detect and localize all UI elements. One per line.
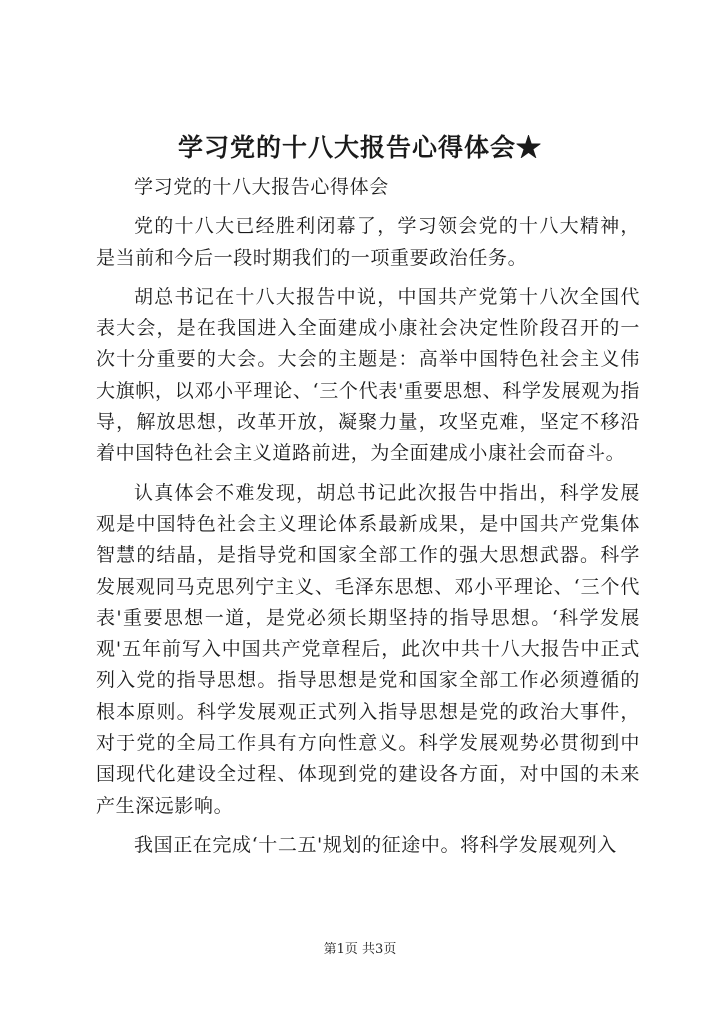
page-number-footer: 第1页 共3页 — [323, 942, 397, 957]
document-body — [96, 172, 640, 869]
paragraph-subtitle: 学习党的十八大报告心得体会 — [134, 176, 389, 198]
document-title: 学习党的十八大报告心得体会★ — [177, 133, 542, 162]
paragraph: 我国正在完成‘十二五'规划的征途中。将科学发展观列入 — [134, 833, 617, 856]
paragraph: 胡总书记在十八大报告中说，中国共产党第十八次全国代表大会，是在我国进入全面建成小康社会决定性阶段召开的一次十分重要的大会。大会的主题是：高举中国特色社会主义伟大旗帜，以邓小平理论、‘三个代表'重要思想、科学发展观为指导，解放思想，改革开放，凝聚力量，攻坚克难，坚定不移沿着中国特色社会主义道路前进，为全面建成小康社会而奋斗。 — [96, 285, 640, 465]
paragraph: 党的十八大已经胜利闭幕了，学习领会党的十八大精神，是当前和今后一段时期我们的一项重要政治任务。 — [96, 215, 640, 269]
paragraph: 认真体会不难发现，胡总书记此次报告中指出，科学发展观是中国特色社会主义理论体系最新成果，是中国共产党集体智慧的结晶，是指导党和国家全部工作的强大思想武器。科学发展观同马克思列宁主义、毛泽东思想、邓小平理论、‘三个代表'重要思想一道，是党必须长期坚持的指导思想。‘科学发展观'五年前写入中国共产党章程后，此次中共十八大报告中正式列入党的指导思想。指导思想是党和国家全部工作必须遵循的根本原则。科学发展观正式列入指导思想是党的政治大事件，对于党的全局工作具有方向性意义。科学发展观势必贯彻到中国现代化建设全过程、体现到党的建设各方面，对中国的未来产生深远影响。 — [96, 481, 640, 817]
